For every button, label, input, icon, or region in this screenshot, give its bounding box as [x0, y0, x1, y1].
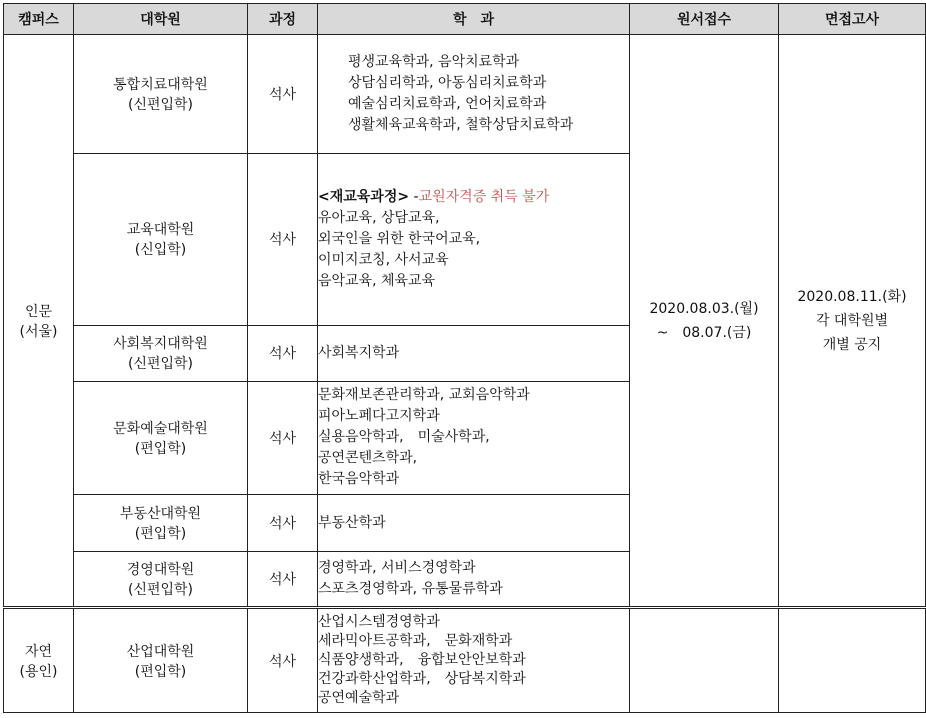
retraining-dash: - [409, 188, 419, 205]
application-end: ~ 08.07.(금) [656, 324, 752, 341]
admission-schedule-table [3, 3, 926, 713]
course-cell: 석사 [248, 381, 318, 495]
department-line: 피아노페다고지학과 [318, 408, 440, 425]
course-cell: 석사 [248, 326, 318, 381]
campus-name: 인문 [24, 303, 53, 320]
retraining-title: <재교육과정> [318, 188, 410, 205]
department-line: 공연콘텐츠학과, [318, 450, 418, 467]
school-cell [74, 35, 248, 154]
school-name: 부동산대학원 [119, 506, 202, 523]
school-name: 문화예술대학원 [113, 420, 208, 437]
school-admission: (편입학) [134, 663, 187, 680]
department-line: 이미지코칭, 사서교육 [318, 251, 449, 268]
course-cell: 석사 [248, 153, 318, 326]
interview-note-1: 각 대학원별 [815, 312, 889, 329]
department-line: 음악교육, 체육교육 [318, 272, 436, 289]
course-cell: 석사 [248, 552, 318, 608]
department-line: 사회복지학과 [318, 344, 400, 361]
school-name: 산업대학원 [126, 643, 195, 660]
interview-cell-empty [779, 608, 926, 713]
school-cell [74, 608, 248, 713]
school-admission: (신편입학) [127, 582, 194, 599]
department-line: 문화재보존관리학과, 교회음악학과 [318, 387, 530, 404]
school-admission: (편입학) [134, 440, 187, 457]
department-line: 건강과학산업학과, 상담복지학과 [318, 671, 526, 688]
department-line: 유아교육, 상담교육, [318, 209, 440, 226]
table-row [4, 35, 926, 154]
department-cell [318, 35, 630, 154]
department-line: 세라믹아트공학과, 문화재학과 [318, 633, 513, 650]
header-campus: 캠퍼스 [4, 4, 74, 35]
department-line: 외국인을 위한 한국어교육, [318, 230, 481, 247]
course-cell: 석사 [248, 35, 318, 154]
school-admission: (신편입학) [127, 96, 194, 113]
header-graduate-school: 대학원 [74, 4, 248, 35]
campus-name: 자연 [24, 643, 53, 660]
school-name: 경영대학원 [126, 562, 195, 579]
retraining-note [318, 187, 629, 208]
interview-cell [779, 35, 926, 608]
header-interview: 면접고사 [779, 4, 926, 35]
department-cell [318, 608, 630, 713]
school-admission: (편입학) [134, 526, 187, 543]
header-course: 과정 [248, 4, 318, 35]
campus-cell [4, 608, 74, 713]
school-admission: (신편입학) [127, 356, 194, 373]
department-line: 부동산학과 [318, 514, 386, 531]
school-cell [74, 381, 248, 495]
department-cell [318, 153, 630, 326]
header-department: 학 과 [318, 4, 630, 35]
course-cell: 석사 [248, 495, 318, 552]
course-cell: 석사 [248, 608, 318, 713]
school-cell [74, 153, 248, 326]
school-cell [74, 495, 248, 552]
department-cell [318, 495, 630, 552]
department-cell [318, 326, 630, 381]
interview-date: 2020.08.11.(화) [797, 288, 907, 305]
department-line: 실용음악학과, 미술사학과, [318, 429, 490, 446]
interview-note-2: 개별 공지 [822, 336, 882, 353]
department-line: 예술심리치료학과, 언어치료학과 [348, 95, 547, 112]
school-name: 교육대학원 [126, 222, 195, 239]
application-period-cell [630, 35, 779, 608]
department-line: 산업시스템경영학과 [318, 614, 440, 631]
department-line: 스포츠경영학과, 유통물류학과 [318, 581, 503, 598]
department-line: 식품양생학과, 융합보안안보학과 [318, 652, 526, 669]
header-application: 원서접수 [630, 4, 779, 35]
school-cell [74, 552, 248, 608]
school-name: 사회복지대학원 [113, 336, 208, 353]
department-line: 경영학과, 서비스경영학과 [318, 560, 476, 577]
campus-cell [4, 35, 74, 608]
department-line: 상담심리학과, 아동심리치료학과 [348, 74, 547, 91]
school-admission: (신입학) [134, 242, 187, 259]
school-cell [74, 326, 248, 381]
school-name: 통합치료대학원 [113, 76, 208, 93]
campus-location: (용인) [19, 663, 58, 680]
department-line: 생활체육교육학과, 철학상담치료학과 [348, 116, 574, 133]
table-row [4, 608, 926, 713]
header-row [4, 4, 926, 35]
department-cell [318, 381, 630, 495]
department-cell [318, 552, 630, 608]
application-start: 2020.08.03.(월) [649, 300, 759, 317]
department-line: 공연예술학과 [318, 690, 400, 707]
retraining-warning: 교원자격증 취득 불가 [418, 188, 550, 205]
application-period-cell-empty [630, 608, 779, 713]
department-line: 평생교육학과, 음악치료학과 [348, 53, 520, 70]
campus-location: (서울) [19, 323, 58, 340]
department-line: 한국음악학과 [318, 471, 400, 488]
